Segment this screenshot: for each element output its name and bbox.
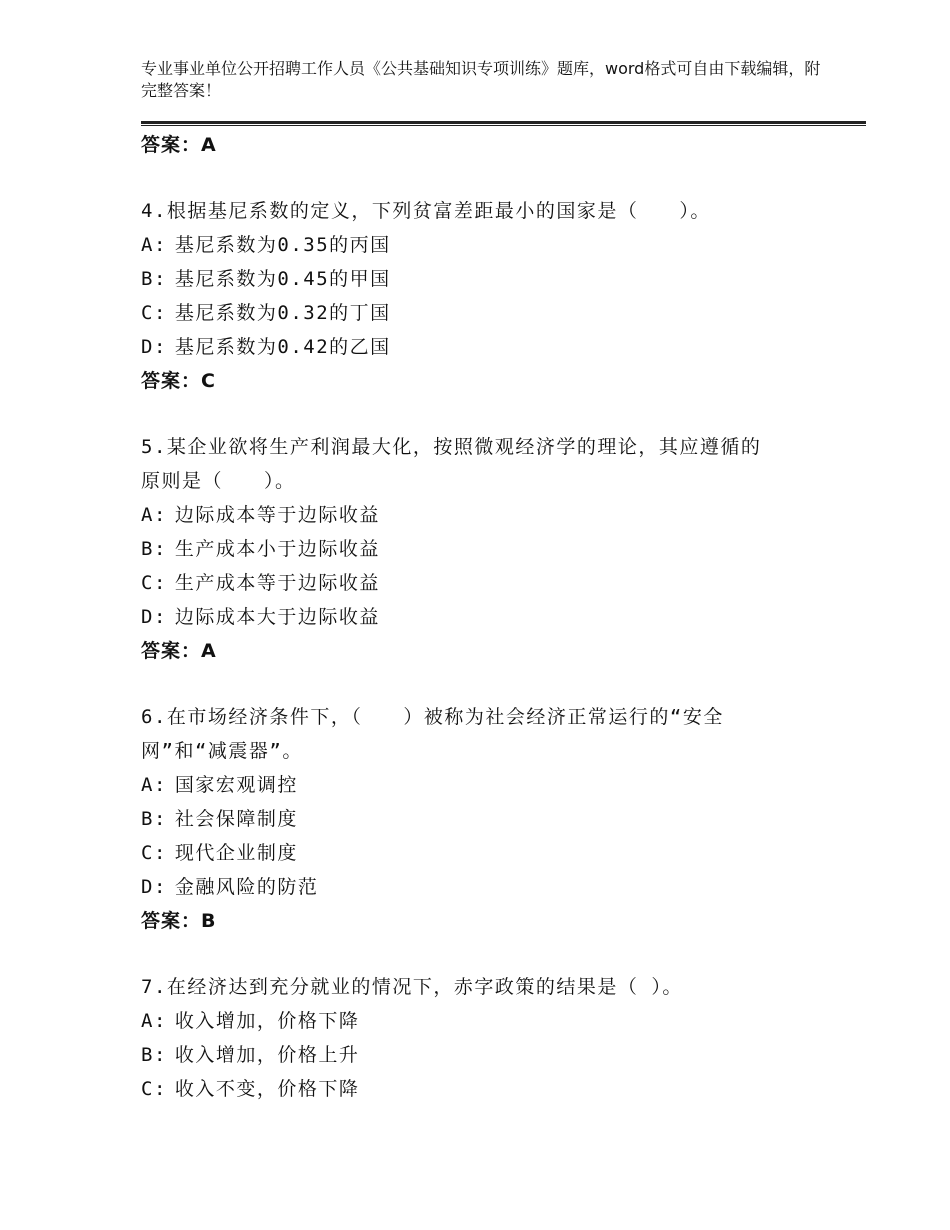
option-text: 基尼系数为0.32的丁国 bbox=[174, 302, 391, 324]
answer-value: A bbox=[201, 134, 216, 156]
question-stem-line: 网”和“减震器”。 bbox=[141, 740, 303, 762]
question-stem-line: 4.根据基尼系数的定义，下列贫富差距最小的国家是（ ）。 bbox=[141, 200, 711, 222]
option-item bbox=[141, 1004, 841, 1038]
option-text: 金融风险的防范 bbox=[174, 876, 319, 898]
answer-label: 答案： bbox=[141, 910, 202, 932]
option-letter: C: bbox=[141, 1078, 167, 1100]
option-text: 边际成本大于边际收益 bbox=[174, 606, 380, 628]
question-stem bbox=[141, 430, 841, 498]
question-item bbox=[141, 700, 841, 938]
option-item bbox=[141, 836, 841, 870]
question-stem bbox=[141, 194, 841, 228]
option-text: 现代企业制度 bbox=[174, 842, 298, 864]
option-item bbox=[141, 532, 841, 566]
option-text: 收入增加，价格上升 bbox=[174, 1044, 360, 1066]
question-stem-line: 5.某企业欲将生产利润最大化，按照微观经济学的理论，其应遵循的 bbox=[141, 436, 762, 458]
answer-line bbox=[141, 634, 841, 668]
question-stem-line: 原则是（ ）。 bbox=[141, 470, 296, 492]
option-letter: B: bbox=[141, 808, 167, 830]
answer-line bbox=[141, 904, 841, 938]
option-letter: D: bbox=[141, 606, 167, 628]
option-letter: B: bbox=[141, 1044, 167, 1066]
answer-label: 答案： bbox=[141, 370, 202, 392]
option-letter: D: bbox=[141, 336, 167, 358]
option-item bbox=[141, 870, 841, 904]
option-text: 收入增加，价格下降 bbox=[174, 1010, 360, 1032]
option-text: 基尼系数为0.35的丙国 bbox=[174, 234, 391, 256]
option-letter: A: bbox=[141, 234, 167, 256]
option-text: 收入不变，价格下降 bbox=[174, 1078, 360, 1100]
option-letter: C: bbox=[141, 572, 167, 594]
question-stem-line: 6.在市场经济条件下，（ ）被称为社会经济正常运行的“安全 bbox=[141, 706, 724, 728]
option-letter: A: bbox=[141, 774, 167, 796]
option-text: 国家宏观调控 bbox=[174, 774, 298, 796]
question-item bbox=[141, 194, 841, 398]
question-item bbox=[141, 970, 841, 1106]
option-text: 生产成本小于边际收益 bbox=[174, 538, 380, 560]
answer-value: A bbox=[201, 640, 216, 662]
option-letter: D: bbox=[141, 876, 167, 898]
question-stem-line: 7.在经济达到充分就业的情况下，赤字政策的结果是（ ）。 bbox=[141, 976, 683, 998]
option-item bbox=[141, 330, 841, 364]
option-text: 边际成本等于边际收益 bbox=[174, 504, 380, 526]
page-header bbox=[141, 58, 821, 102]
option-text: 基尼系数为0.45的甲国 bbox=[174, 268, 391, 290]
question-stem bbox=[141, 700, 841, 768]
option-item bbox=[141, 768, 841, 802]
option-letter: A: bbox=[141, 504, 167, 526]
option-item bbox=[141, 802, 841, 836]
answer-label: 答案： bbox=[141, 134, 202, 156]
answer-line bbox=[141, 364, 841, 398]
answer-label: 答案： bbox=[141, 640, 202, 662]
option-item bbox=[141, 262, 841, 296]
option-item bbox=[141, 296, 841, 330]
option-item bbox=[141, 1038, 841, 1072]
question-item bbox=[141, 430, 841, 668]
header-title: 专业事业单位公开招聘工作人员《公共基础知识专项训练》题库，word格式可自由下载编辑，附完整答案！ bbox=[141, 59, 821, 100]
option-item bbox=[141, 228, 841, 262]
question-stem bbox=[141, 970, 841, 1004]
header-divider bbox=[141, 121, 866, 126]
answer-line bbox=[141, 128, 841, 162]
option-item bbox=[141, 600, 841, 634]
option-item bbox=[141, 566, 841, 600]
option-letter: B: bbox=[141, 538, 167, 560]
option-letter: B: bbox=[141, 268, 167, 290]
option-text: 社会保障制度 bbox=[174, 808, 298, 830]
answer-value: C bbox=[201, 370, 215, 392]
option-letter: C: bbox=[141, 842, 167, 864]
answer-value: B bbox=[201, 910, 216, 932]
option-item bbox=[141, 498, 841, 532]
option-item bbox=[141, 1072, 841, 1106]
option-text: 生产成本等于边际收益 bbox=[174, 572, 380, 594]
document-body bbox=[141, 128, 841, 1106]
option-text: 基尼系数为0.42的乙国 bbox=[174, 336, 391, 358]
question-list bbox=[141, 194, 841, 1106]
option-letter: A: bbox=[141, 1010, 167, 1032]
option-letter: C: bbox=[141, 302, 167, 324]
